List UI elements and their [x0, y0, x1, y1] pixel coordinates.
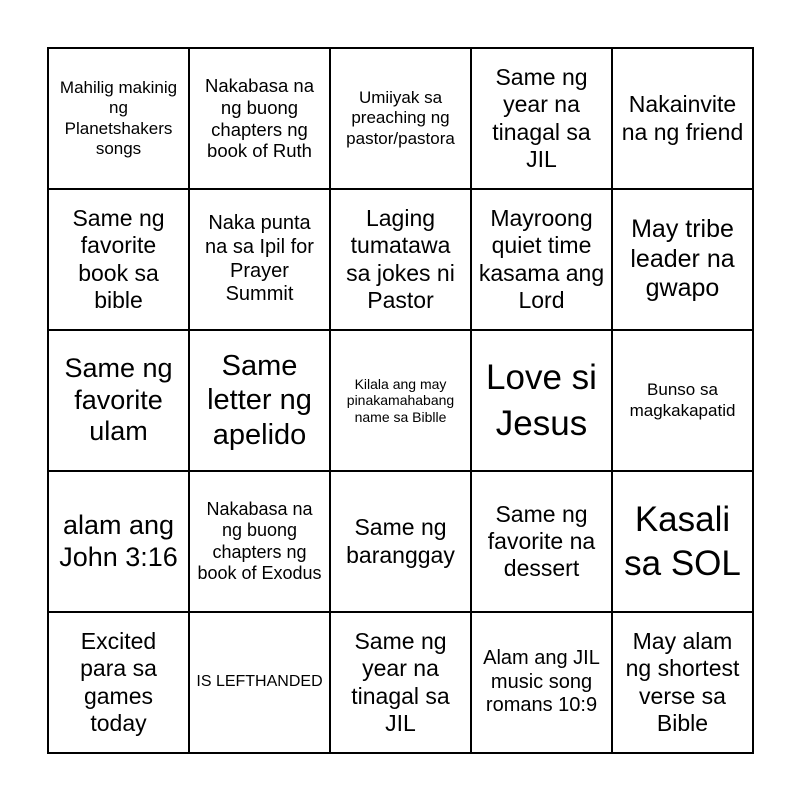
bingo-cell[interactable]: Same ng year na tinagal sa JIL: [330, 612, 471, 753]
bingo-cell[interactable]: Naka punta na sa Ipil for Prayer Summit: [189, 189, 330, 330]
bingo-cell[interactable]: Excited para sa games today: [48, 612, 189, 753]
bingo-cell[interactable]: alam ang John 3:16: [48, 471, 189, 612]
bingo-cell[interactable]: Mayroong quiet time kasama ang Lord: [471, 189, 612, 330]
bingo-row: [48, 48, 753, 189]
bingo-cell[interactable]: Same ng baranggay: [330, 471, 471, 612]
bingo-row: [48, 189, 753, 330]
bingo-cell[interactable]: Same letter ng apelido: [189, 330, 330, 471]
bingo-cell[interactable]: Laging tumatawa sa jokes ni Pastor: [330, 189, 471, 330]
bingo-cell[interactable]: Umiiyak sa preaching ng pastor/pastora: [330, 48, 471, 189]
bingo-cell[interactable]: Same ng favorite na dessert: [471, 471, 612, 612]
bingo-cell[interactable]: Nakabasa na ng buong chapters ng book of Exodus: [189, 471, 330, 612]
bingo-cell[interactable]: Nakabasa na ng buong chapters ng book of Ruth: [189, 48, 330, 189]
bingo-cell[interactable]: Nakainvite na ng friend: [612, 48, 753, 189]
bingo-cell[interactable]: Same ng favorite ulam: [48, 330, 189, 471]
bingo-cell[interactable]: Kasali sa SOL: [612, 471, 753, 612]
bingo-cell[interactable]: Bunso sa magkakapatid: [612, 330, 753, 471]
bingo-cell[interactable]: May alam ng shortest verse sa Bible: [612, 612, 753, 753]
bingo-cell[interactable]: Same ng year na tinagal sa JIL: [471, 48, 612, 189]
bingo-row: [48, 330, 753, 471]
bingo-cell[interactable]: May tribe leader na gwapo: [612, 189, 753, 330]
bingo-board: [47, 47, 754, 754]
bingo-cell[interactable]: IS LEFTHANDED: [189, 612, 330, 753]
bingo-cell[interactable]: Mahilig makinig ng Planetshakers songs: [48, 48, 189, 189]
bingo-row: [48, 612, 753, 753]
bingo-row: [48, 471, 753, 612]
bingo-cell[interactable]: Same ng favorite book sa bible: [48, 189, 189, 330]
bingo-cell[interactable]: Kilala ang may pinakamahabang name sa Biblle: [330, 330, 471, 471]
bingo-cell[interactable]: Love si Jesus: [471, 330, 612, 471]
bingo-cell[interactable]: Alam ang JIL music song romans 10:9: [471, 612, 612, 753]
